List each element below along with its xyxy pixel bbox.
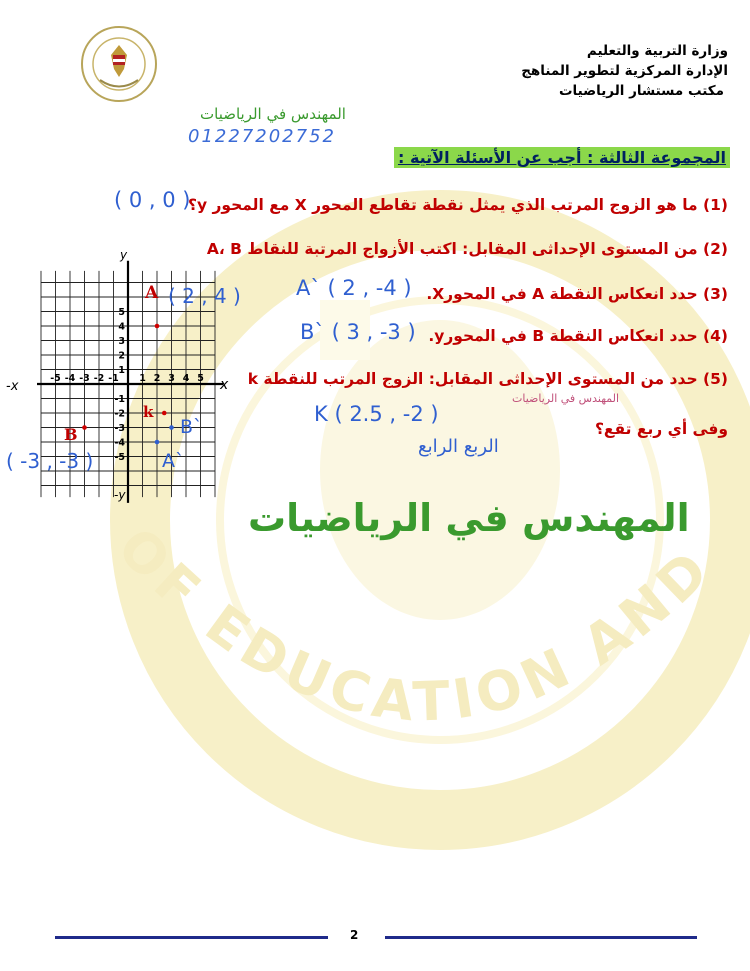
x-tick-label: 1 xyxy=(139,373,146,384)
author-name: المهندس في الرياضيات xyxy=(200,105,346,123)
point-B-answer: ( -3 , -3 ) xyxy=(6,449,94,473)
question-2: (2) من المستوى الإحداثى المقابل: اكتب الأزواج المرتبة للنقاط A، B xyxy=(206,240,728,258)
question-5: (5) حدد من المستوى الإحداثى المقابل: الزوج المرتب للنقطة k xyxy=(247,370,728,388)
x-tick-label: 4 xyxy=(182,373,190,384)
x-tick-label: -5 xyxy=(50,373,61,384)
y-tick-label: 3 xyxy=(118,336,125,347)
big-credit: المهندس في الرياضيات xyxy=(248,496,690,540)
question-6: وفى أي ربع تقع؟ xyxy=(594,420,728,438)
neg-y-label: -y xyxy=(114,488,126,502)
x-tick-label: -4 xyxy=(64,373,76,384)
y-tick-label: 2 xyxy=(118,350,125,362)
x-tick-label: 5 xyxy=(197,373,204,384)
point-k-label: k xyxy=(143,403,154,421)
ministry-name: وزارة التربية والتعليم xyxy=(586,43,728,59)
x-tick-label: -1 xyxy=(108,373,119,384)
point-B-reflect-label: B` xyxy=(180,416,203,438)
author-phone: 01227202752 xyxy=(188,126,336,147)
office-name: مكتب مستشار الرياضيات xyxy=(558,83,724,99)
x-tick-label: 2 xyxy=(153,373,161,384)
ministry-logo xyxy=(80,25,158,103)
answer-1: ( 0 , 0 ) xyxy=(114,188,191,212)
y-tick-label: 4 xyxy=(118,321,125,333)
question-3: (3) حدد انعكاس النقطة A في المحورX. xyxy=(426,285,728,303)
footer-line-right xyxy=(385,936,697,939)
y-axis-label: y xyxy=(120,248,128,262)
x-tick-label: 3 xyxy=(168,373,175,384)
point-A-answer: ( 2 , 4 ) xyxy=(168,284,241,308)
y-tick-label: -1 xyxy=(114,394,125,405)
y-tick-label: 5 xyxy=(118,307,125,318)
point-B-label: B xyxy=(64,425,78,444)
y-tick-label: -5 xyxy=(114,452,125,463)
answer-3: A` ( 2 , -4 ) xyxy=(296,276,412,300)
point-A-label: A xyxy=(145,283,159,303)
question-4: (4) حدد انعكاس النقطة B في المحورy. xyxy=(428,327,728,345)
svg-text:OF EDUCATION AND TECHNICAL EDU: OF EDUCATION AND xyxy=(105,530,725,734)
department-name: الإدارة المركزية لتطوير المناهج xyxy=(521,63,728,79)
section-title: المجموعة الثالثة : أجب عن الأسئلة الآتية : xyxy=(394,147,730,168)
neg-x-label: -x xyxy=(6,379,19,394)
x-axis-label: x xyxy=(220,377,229,393)
graph-labels xyxy=(6,248,241,505)
y-tick-label: 1 xyxy=(118,365,125,376)
y-tick-label: -3 xyxy=(114,423,125,434)
watermark-text xyxy=(95,530,750,830)
x-tick-label: -3 xyxy=(79,373,90,384)
question-1: (1) ما هو الزوج المرتب الذي يمثل نقطة تقاطع المحور X مع المحور y؟ xyxy=(187,196,728,214)
small-credit: المهندس في الرياضيات xyxy=(512,392,620,405)
y-tick-label: -2 xyxy=(114,408,125,420)
x-tick-label: -2 xyxy=(93,373,105,384)
answer-4: B` ( 3 , -3 ) xyxy=(300,320,416,344)
answer-5: K ( 2.5 , -2 ) xyxy=(314,402,439,426)
y-tick-label: -4 xyxy=(114,437,125,449)
point-A-reflect-label: A` xyxy=(162,450,185,472)
answer-6: الربع الرابع xyxy=(418,436,499,457)
footer-line-left xyxy=(55,936,328,939)
page-number: 2 xyxy=(350,928,359,942)
